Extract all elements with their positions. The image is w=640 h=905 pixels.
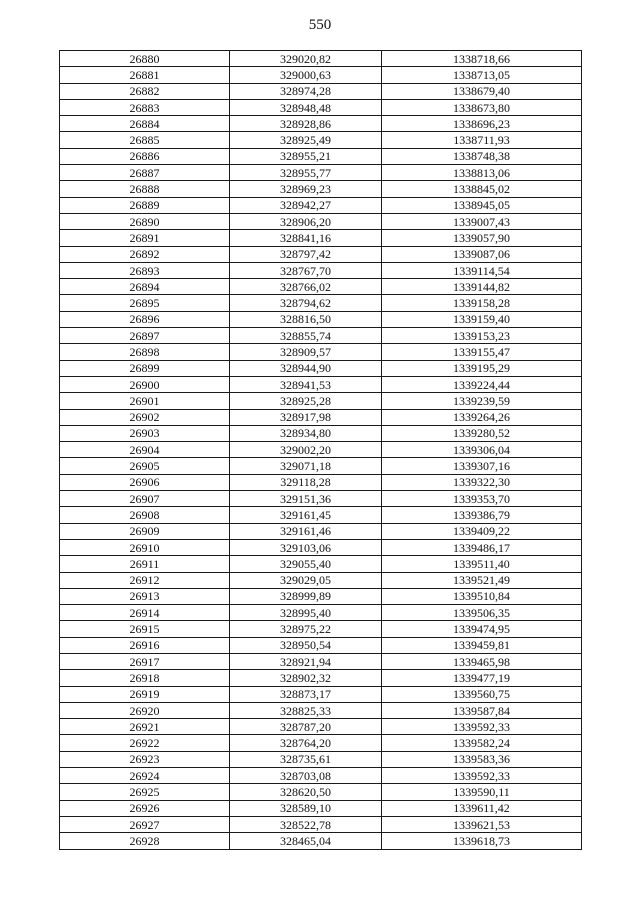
x-coordinate-cell: 328955,21 — [230, 148, 382, 164]
point-number-cell: 26900 — [60, 376, 230, 392]
table-row — [60, 491, 582, 507]
point-number-cell: 26899 — [60, 360, 230, 376]
point-number-cell: 26887 — [60, 165, 230, 181]
table-row — [60, 621, 582, 637]
x-coordinate-cell: 328735,61 — [230, 751, 382, 767]
table-row — [60, 213, 582, 229]
point-number-cell: 26907 — [60, 491, 230, 507]
x-coordinate-cell: 328921,94 — [230, 653, 382, 669]
x-coordinate-cell: 329055,40 — [230, 556, 382, 572]
point-number-cell: 26904 — [60, 442, 230, 458]
x-coordinate-cell: 328703,08 — [230, 768, 382, 784]
x-coordinate-cell: 328766,02 — [230, 279, 382, 295]
x-coordinate-cell: 329118,28 — [230, 474, 382, 490]
y-coordinate-cell: 1339306,04 — [382, 442, 582, 458]
y-coordinate-cell: 1339474,95 — [382, 621, 582, 637]
x-coordinate-cell: 328797,42 — [230, 246, 382, 262]
point-number-cell: 26913 — [60, 588, 230, 604]
table-row — [60, 328, 582, 344]
y-coordinate-cell: 1339590,11 — [382, 784, 582, 800]
y-coordinate-cell: 1339511,40 — [382, 556, 582, 572]
y-coordinate-cell: 1339510,84 — [382, 588, 582, 604]
point-number-cell: 26917 — [60, 653, 230, 669]
x-coordinate-cell: 328925,28 — [230, 393, 382, 409]
table-row — [60, 99, 582, 115]
y-coordinate-cell: 1338696,23 — [382, 116, 582, 132]
x-coordinate-cell: 329161,45 — [230, 507, 382, 523]
table-row — [60, 393, 582, 409]
table-row — [60, 507, 582, 523]
table-row — [60, 653, 582, 669]
x-coordinate-cell: 328589,10 — [230, 800, 382, 816]
y-coordinate-cell: 1339386,79 — [382, 507, 582, 523]
x-coordinate-cell: 329103,06 — [230, 539, 382, 555]
point-number-cell: 26922 — [60, 735, 230, 751]
y-coordinate-cell: 1339159,40 — [382, 311, 582, 327]
x-coordinate-cell: 328969,23 — [230, 181, 382, 197]
point-number-cell: 26926 — [60, 800, 230, 816]
table-row — [60, 539, 582, 555]
table-row — [60, 719, 582, 735]
y-coordinate-cell: 1339195,29 — [382, 360, 582, 376]
table-row — [60, 768, 582, 784]
x-coordinate-cell: 328974,28 — [230, 83, 382, 99]
x-coordinate-cell: 328934,80 — [230, 425, 382, 441]
x-coordinate-cell: 328465,04 — [230, 833, 382, 849]
y-coordinate-cell: 1339353,70 — [382, 491, 582, 507]
y-coordinate-cell: 1339007,43 — [382, 213, 582, 229]
table-row — [60, 279, 582, 295]
table-row — [60, 83, 582, 99]
x-coordinate-cell: 328794,62 — [230, 295, 382, 311]
table-row — [60, 556, 582, 572]
x-coordinate-cell: 329020,82 — [230, 51, 382, 67]
x-coordinate-cell: 328917,98 — [230, 409, 382, 425]
table-row — [60, 262, 582, 278]
point-number-cell: 26908 — [60, 507, 230, 523]
point-number-cell: 26897 — [60, 328, 230, 344]
y-coordinate-cell: 1339582,24 — [382, 735, 582, 751]
x-coordinate-cell: 328928,86 — [230, 116, 382, 132]
table-row — [60, 442, 582, 458]
point-number-cell: 26916 — [60, 637, 230, 653]
x-coordinate-cell: 329161,46 — [230, 523, 382, 539]
point-number-cell: 26880 — [60, 51, 230, 67]
y-coordinate-cell: 1339592,33 — [382, 719, 582, 735]
point-number-cell: 26924 — [60, 768, 230, 784]
table-row — [60, 523, 582, 539]
x-coordinate-cell: 329000,63 — [230, 67, 382, 83]
y-coordinate-cell: 1339322,30 — [382, 474, 582, 490]
table-row — [60, 637, 582, 653]
y-coordinate-cell: 1339587,84 — [382, 702, 582, 718]
table-row — [60, 165, 582, 181]
y-coordinate-cell: 1338713,05 — [382, 67, 582, 83]
x-coordinate-cell: 328909,57 — [230, 344, 382, 360]
x-coordinate-cell: 328950,54 — [230, 637, 382, 653]
point-number-cell: 26884 — [60, 116, 230, 132]
point-number-cell: 26915 — [60, 621, 230, 637]
point-number-cell: 26903 — [60, 425, 230, 441]
x-coordinate-cell: 328944,90 — [230, 360, 382, 376]
x-coordinate-cell: 328855,74 — [230, 328, 382, 344]
point-number-cell: 26889 — [60, 197, 230, 213]
table-row — [60, 605, 582, 621]
table-row — [60, 230, 582, 246]
table-row — [60, 425, 582, 441]
table-row — [60, 132, 582, 148]
coordinates-table — [59, 50, 582, 850]
page-number: 550 — [308, 17, 332, 33]
x-coordinate-cell: 328948,48 — [230, 99, 382, 115]
y-coordinate-cell: 1339155,47 — [382, 344, 582, 360]
table-row — [60, 360, 582, 376]
y-coordinate-cell: 1339239,59 — [382, 393, 582, 409]
y-coordinate-cell: 1338718,66 — [382, 51, 582, 67]
point-number-cell: 26919 — [60, 686, 230, 702]
point-number-cell: 26890 — [60, 213, 230, 229]
point-number-cell: 26910 — [60, 539, 230, 555]
x-coordinate-cell: 328620,50 — [230, 784, 382, 800]
table-row — [60, 800, 582, 816]
y-coordinate-cell: 1339521,49 — [382, 572, 582, 588]
table-row — [60, 311, 582, 327]
x-coordinate-cell: 328999,89 — [230, 588, 382, 604]
point-number-cell: 26923 — [60, 751, 230, 767]
table-row — [60, 181, 582, 197]
y-coordinate-cell: 1339087,06 — [382, 246, 582, 262]
table-row — [60, 686, 582, 702]
x-coordinate-cell: 328787,20 — [230, 719, 382, 735]
x-coordinate-cell: 328825,33 — [230, 702, 382, 718]
table-row — [60, 376, 582, 392]
table-row — [60, 833, 582, 849]
y-coordinate-cell: 1338845,02 — [382, 181, 582, 197]
table-row — [60, 67, 582, 83]
x-coordinate-cell: 328816,50 — [230, 311, 382, 327]
point-number-cell: 26894 — [60, 279, 230, 295]
y-coordinate-cell: 1339057,90 — [382, 230, 582, 246]
y-coordinate-cell: 1338673,80 — [382, 99, 582, 115]
y-coordinate-cell: 1339307,16 — [382, 458, 582, 474]
point-number-cell: 26925 — [60, 784, 230, 800]
x-coordinate-cell: 328767,70 — [230, 262, 382, 278]
y-coordinate-cell: 1339583,36 — [382, 751, 582, 767]
table-row — [60, 784, 582, 800]
point-number-cell: 26914 — [60, 605, 230, 621]
x-coordinate-cell: 328764,20 — [230, 735, 382, 751]
table-row — [60, 702, 582, 718]
point-number-cell: 26886 — [60, 148, 230, 164]
table-row — [60, 670, 582, 686]
y-coordinate-cell: 1339477,19 — [382, 670, 582, 686]
table-row — [60, 751, 582, 767]
x-coordinate-cell: 328906,20 — [230, 213, 382, 229]
x-coordinate-cell: 328841,16 — [230, 230, 382, 246]
table-row — [60, 458, 582, 474]
point-number-cell: 26891 — [60, 230, 230, 246]
point-number-cell: 26902 — [60, 409, 230, 425]
y-coordinate-cell: 1338748,38 — [382, 148, 582, 164]
point-number-cell: 26918 — [60, 670, 230, 686]
point-number-cell: 26911 — [60, 556, 230, 572]
y-coordinate-cell: 1339611,42 — [382, 800, 582, 816]
y-coordinate-cell: 1339618,73 — [382, 833, 582, 849]
point-number-cell: 26892 — [60, 246, 230, 262]
x-coordinate-cell: 328925,49 — [230, 132, 382, 148]
table-row — [60, 474, 582, 490]
x-coordinate-cell: 328942,27 — [230, 197, 382, 213]
x-coordinate-cell: 328955,77 — [230, 165, 382, 181]
point-number-cell: 26895 — [60, 295, 230, 311]
point-number-cell: 26898 — [60, 344, 230, 360]
y-coordinate-cell: 1339144,82 — [382, 279, 582, 295]
point-number-cell: 26888 — [60, 181, 230, 197]
x-coordinate-cell: 328902,32 — [230, 670, 382, 686]
x-coordinate-cell: 329029,05 — [230, 572, 382, 588]
point-number-cell: 26912 — [60, 572, 230, 588]
x-coordinate-cell: 328995,40 — [230, 605, 382, 621]
y-coordinate-cell: 1339486,17 — [382, 539, 582, 555]
x-coordinate-cell: 329002,20 — [230, 442, 382, 458]
point-number-cell: 26927 — [60, 816, 230, 832]
x-coordinate-cell: 328873,17 — [230, 686, 382, 702]
point-number-cell: 26881 — [60, 67, 230, 83]
y-coordinate-cell: 1339459,81 — [382, 637, 582, 653]
y-coordinate-cell: 1339153,23 — [382, 328, 582, 344]
y-coordinate-cell: 1339465,98 — [382, 653, 582, 669]
point-number-cell: 26906 — [60, 474, 230, 490]
point-number-cell: 26905 — [60, 458, 230, 474]
table-row — [60, 735, 582, 751]
table-row — [60, 51, 582, 67]
y-coordinate-cell: 1339560,75 — [382, 686, 582, 702]
table-row — [60, 148, 582, 164]
y-coordinate-cell: 1338679,40 — [382, 83, 582, 99]
y-coordinate-cell: 1339621,53 — [382, 816, 582, 832]
table-row — [60, 409, 582, 425]
table-row — [60, 197, 582, 213]
x-coordinate-cell: 328522,78 — [230, 816, 382, 832]
point-number-cell: 26885 — [60, 132, 230, 148]
y-coordinate-cell: 1339114,54 — [382, 262, 582, 278]
y-coordinate-cell: 1338813,06 — [382, 165, 582, 181]
point-number-cell: 26896 — [60, 311, 230, 327]
point-number-cell: 26883 — [60, 99, 230, 115]
coordinates-table-body — [60, 51, 582, 850]
table-row — [60, 246, 582, 262]
point-number-cell: 26909 — [60, 523, 230, 539]
y-coordinate-cell: 1339592,33 — [382, 768, 582, 784]
point-number-cell: 26928 — [60, 833, 230, 849]
y-coordinate-cell: 1339264,26 — [382, 409, 582, 425]
x-coordinate-cell: 329071,18 — [230, 458, 382, 474]
point-number-cell: 26920 — [60, 702, 230, 718]
table-row — [60, 572, 582, 588]
y-coordinate-cell: 1339280,52 — [382, 425, 582, 441]
y-coordinate-cell: 1339506,35 — [382, 605, 582, 621]
point-number-cell: 26901 — [60, 393, 230, 409]
table-row — [60, 295, 582, 311]
table-row — [60, 816, 582, 832]
table-row — [60, 344, 582, 360]
point-number-cell: 26893 — [60, 262, 230, 278]
y-coordinate-cell: 1338711,93 — [382, 132, 582, 148]
table-row — [60, 116, 582, 132]
y-coordinate-cell: 1338945,05 — [382, 197, 582, 213]
x-coordinate-cell: 328975,22 — [230, 621, 382, 637]
y-coordinate-cell: 1339158,28 — [382, 295, 582, 311]
y-coordinate-cell: 1339224,44 — [382, 376, 582, 392]
point-number-cell: 26921 — [60, 719, 230, 735]
table-row — [60, 588, 582, 604]
y-coordinate-cell: 1339409,22 — [382, 523, 582, 539]
x-coordinate-cell: 328941,53 — [230, 376, 382, 392]
point-number-cell: 26882 — [60, 83, 230, 99]
x-coordinate-cell: 329151,36 — [230, 491, 382, 507]
